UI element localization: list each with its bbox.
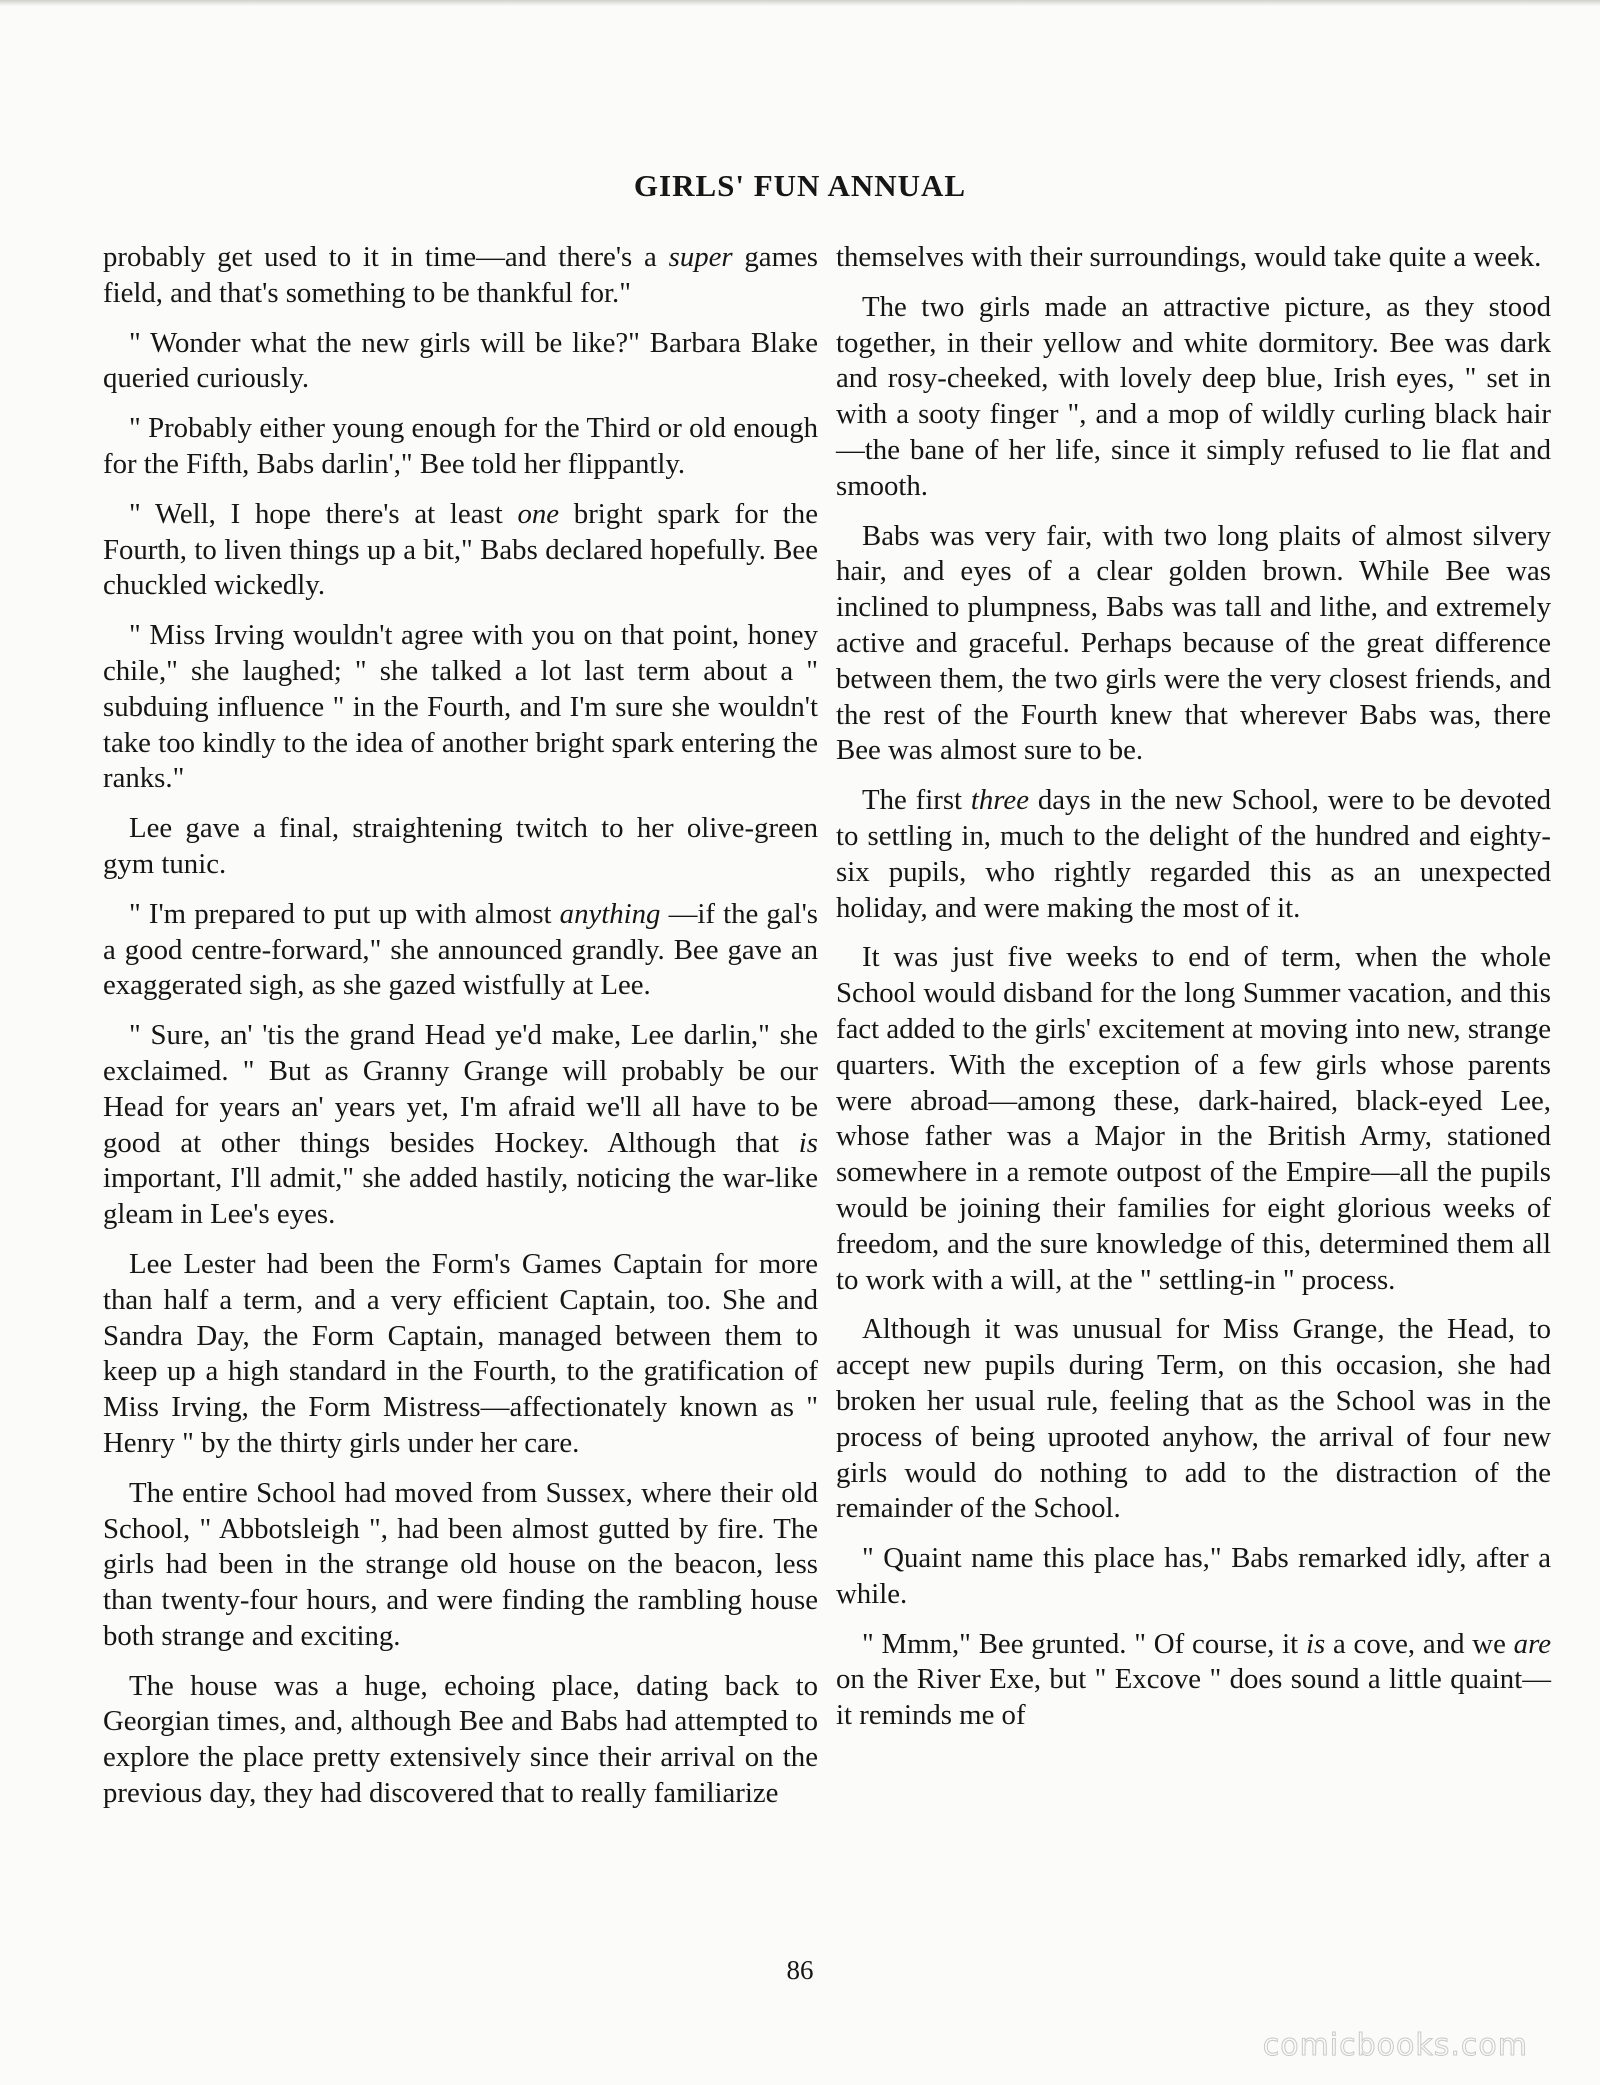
right-column-paragraph: The two girls made an attractive picture, as they stood together, in their yellow and white dormitory. Bee was dark and rosy-cheeked, with lovely deep blue, Irish eyes, " set in with a sooty finger ", and a mop of wildly curling black hair—the bane of her life, since it simply refused to lie flat and smooth. [836, 290, 1551, 502]
left-column-paragraph: " Sure, an' 'tis the grand Head ye'd make, Lee darlin," she exclaimed. " But as Granny Grange will probably be our Head for years an' years yet, I'm afraid we'll all have to be good at other things besides Hockey. Although that is important, I'll admit," she added hastily, noticing the war-like gleam in Lee's eyes. [103, 1019, 818, 1231]
right-column-paragraph: Babs was very fair, with two long plaits of almost silvery hair, and eyes of a clear golden brown. While Bee was inclined to plumpness, Babs was tall and lithe, and extremely active and graceful. Perhaps because of the great difference between them, the two girls were the very closest friends, and the rest of the Fourth knew that wherever Babs was, there Bee was almost sure to be. [836, 519, 1551, 767]
right-column-paragraph: " Mmm," Bee grunted. " Of course, it is a cove, and we are on the River Exe, but " Excove " does sound a little quaint—it reminds me of [836, 1627, 1551, 1732]
page-number: 86 [786, 1955, 814, 1985]
left-column-paragraph: The house was a huge, echoing place, dating back to Georgian times, and, although Bee and Babs had attempted to explore the place pretty extensively since their arrival on the previous day, they had discovered that to really familiarize [103, 1669, 818, 1810]
left-column-paragraph: " Well, I hope there's at least one bright spark for the Fourth, to liven things up a bit," Babs declared hopefully. Bee chuckled wickedly. [103, 497, 818, 602]
right-column-paragraph: " Quaint name this place has," Babs remarked idly, after a while. [836, 1542, 1551, 1610]
left-column-paragraph: Lee Lester had been the Form's Games Captain for more than half a term, and a very efficient Captain, too. She and Sandra Day, the Form Captain, managed between them to keep up a high standard in the Fourth, to the gratification of Miss Irving, the Form Mistress—affectionately known as " Henry " by the thirty girls under her care. [103, 1247, 818, 1459]
left-column-paragraph: The entire School had moved from Sussex, where their old School, " Abbotsleigh ", had been almost gutted by fire. The girls had been in the strange old house on the beacon, less than twenty-four hours, and were finding the rambling house both strange and exciting. [103, 1476, 818, 1652]
left-column-paragraph: probably get used to it in time—and there's a super games field, and that's something to be thankful for." [103, 241, 818, 309]
running-title: GIRLS' FUN ANNUAL [633, 168, 967, 203]
italic-emphasis: super [668, 241, 733, 273]
left-column-paragraph: " Probably either young enough for the Third or old enough for the Fifth, Babs darlin'," Bee told her flippantly. [103, 412, 818, 480]
italic-emphasis: is [798, 1126, 818, 1159]
left-column-paragraph: " I'm prepared to put up with almost anything —if the gal's a good centre-forward," she announced grandly. Bee gave an exaggerated sigh, as she gazed wistfully at Lee. [103, 897, 818, 1002]
right-column-paragraph: The first three days in the new School, were to be devoted to settling in, much to the delight of the hundred and eighty-six pupils, who rightly regarded this as an unexpected holiday, and were making the most of it. [836, 784, 1551, 924]
italic-emphasis: three [970, 784, 1029, 817]
left-column-paragraph: " Miss Irving wouldn't agree with you on that point, honey chile," she laughed; " she talked a lot last term about a " subduing influence " in the Fourth, and I'm sure she wouldn't take too kindly to the idea of another bright spark entering the ranks." [103, 619, 818, 795]
right-column-paragraph: themselves with their surroundings, would take quite a week. [836, 241, 1542, 273]
italic-emphasis: one [517, 497, 560, 530]
left-text-column [103, 240, 818, 1826]
right-text-column [836, 240, 1551, 1748]
left-column-paragraph: " Wonder what the new girls will be like?" Barbara Blake queried curiously. [103, 326, 818, 395]
right-column-paragraph: Although it was unusual for Miss Grange, the Head, to accept new pupils during Term, on this occasion, she had broken her usual rule, feeling that as the School was in the process of being uprooted anyhow, the arrival of four new girls would do nothing to add to the distraction of the remainder of the School. [836, 1313, 1551, 1525]
italic-emphasis: are [1513, 1627, 1551, 1660]
italic-emphasis: is [1305, 1627, 1326, 1660]
italic-emphasis: anything [559, 897, 661, 930]
watermark: comicbooks.com [1262, 2028, 1528, 2063]
page-edge-shadow [0, 0, 1600, 6]
left-column-paragraph: Lee gave a final, straightening twitch to her olive-green gym tunic. [103, 812, 818, 880]
right-column-paragraph: It was just five weeks to end of term, when the whole School would disband for the long Summer vacation, and this fact added to the girls' excitement at moving into new, strange quarters. With the exception of a few girls whose parents were abroad—among these, dark-haired, black-eyed Lee, whose father was a Major in the British Army, stationed somewhere in a remote outpost of the Empire—all the pupils would be joining their families for eight glorious weeks of freedom, and the sure knowledge of this, determined them all to work with a will, at the " settling-in " process. [836, 941, 1551, 1296]
